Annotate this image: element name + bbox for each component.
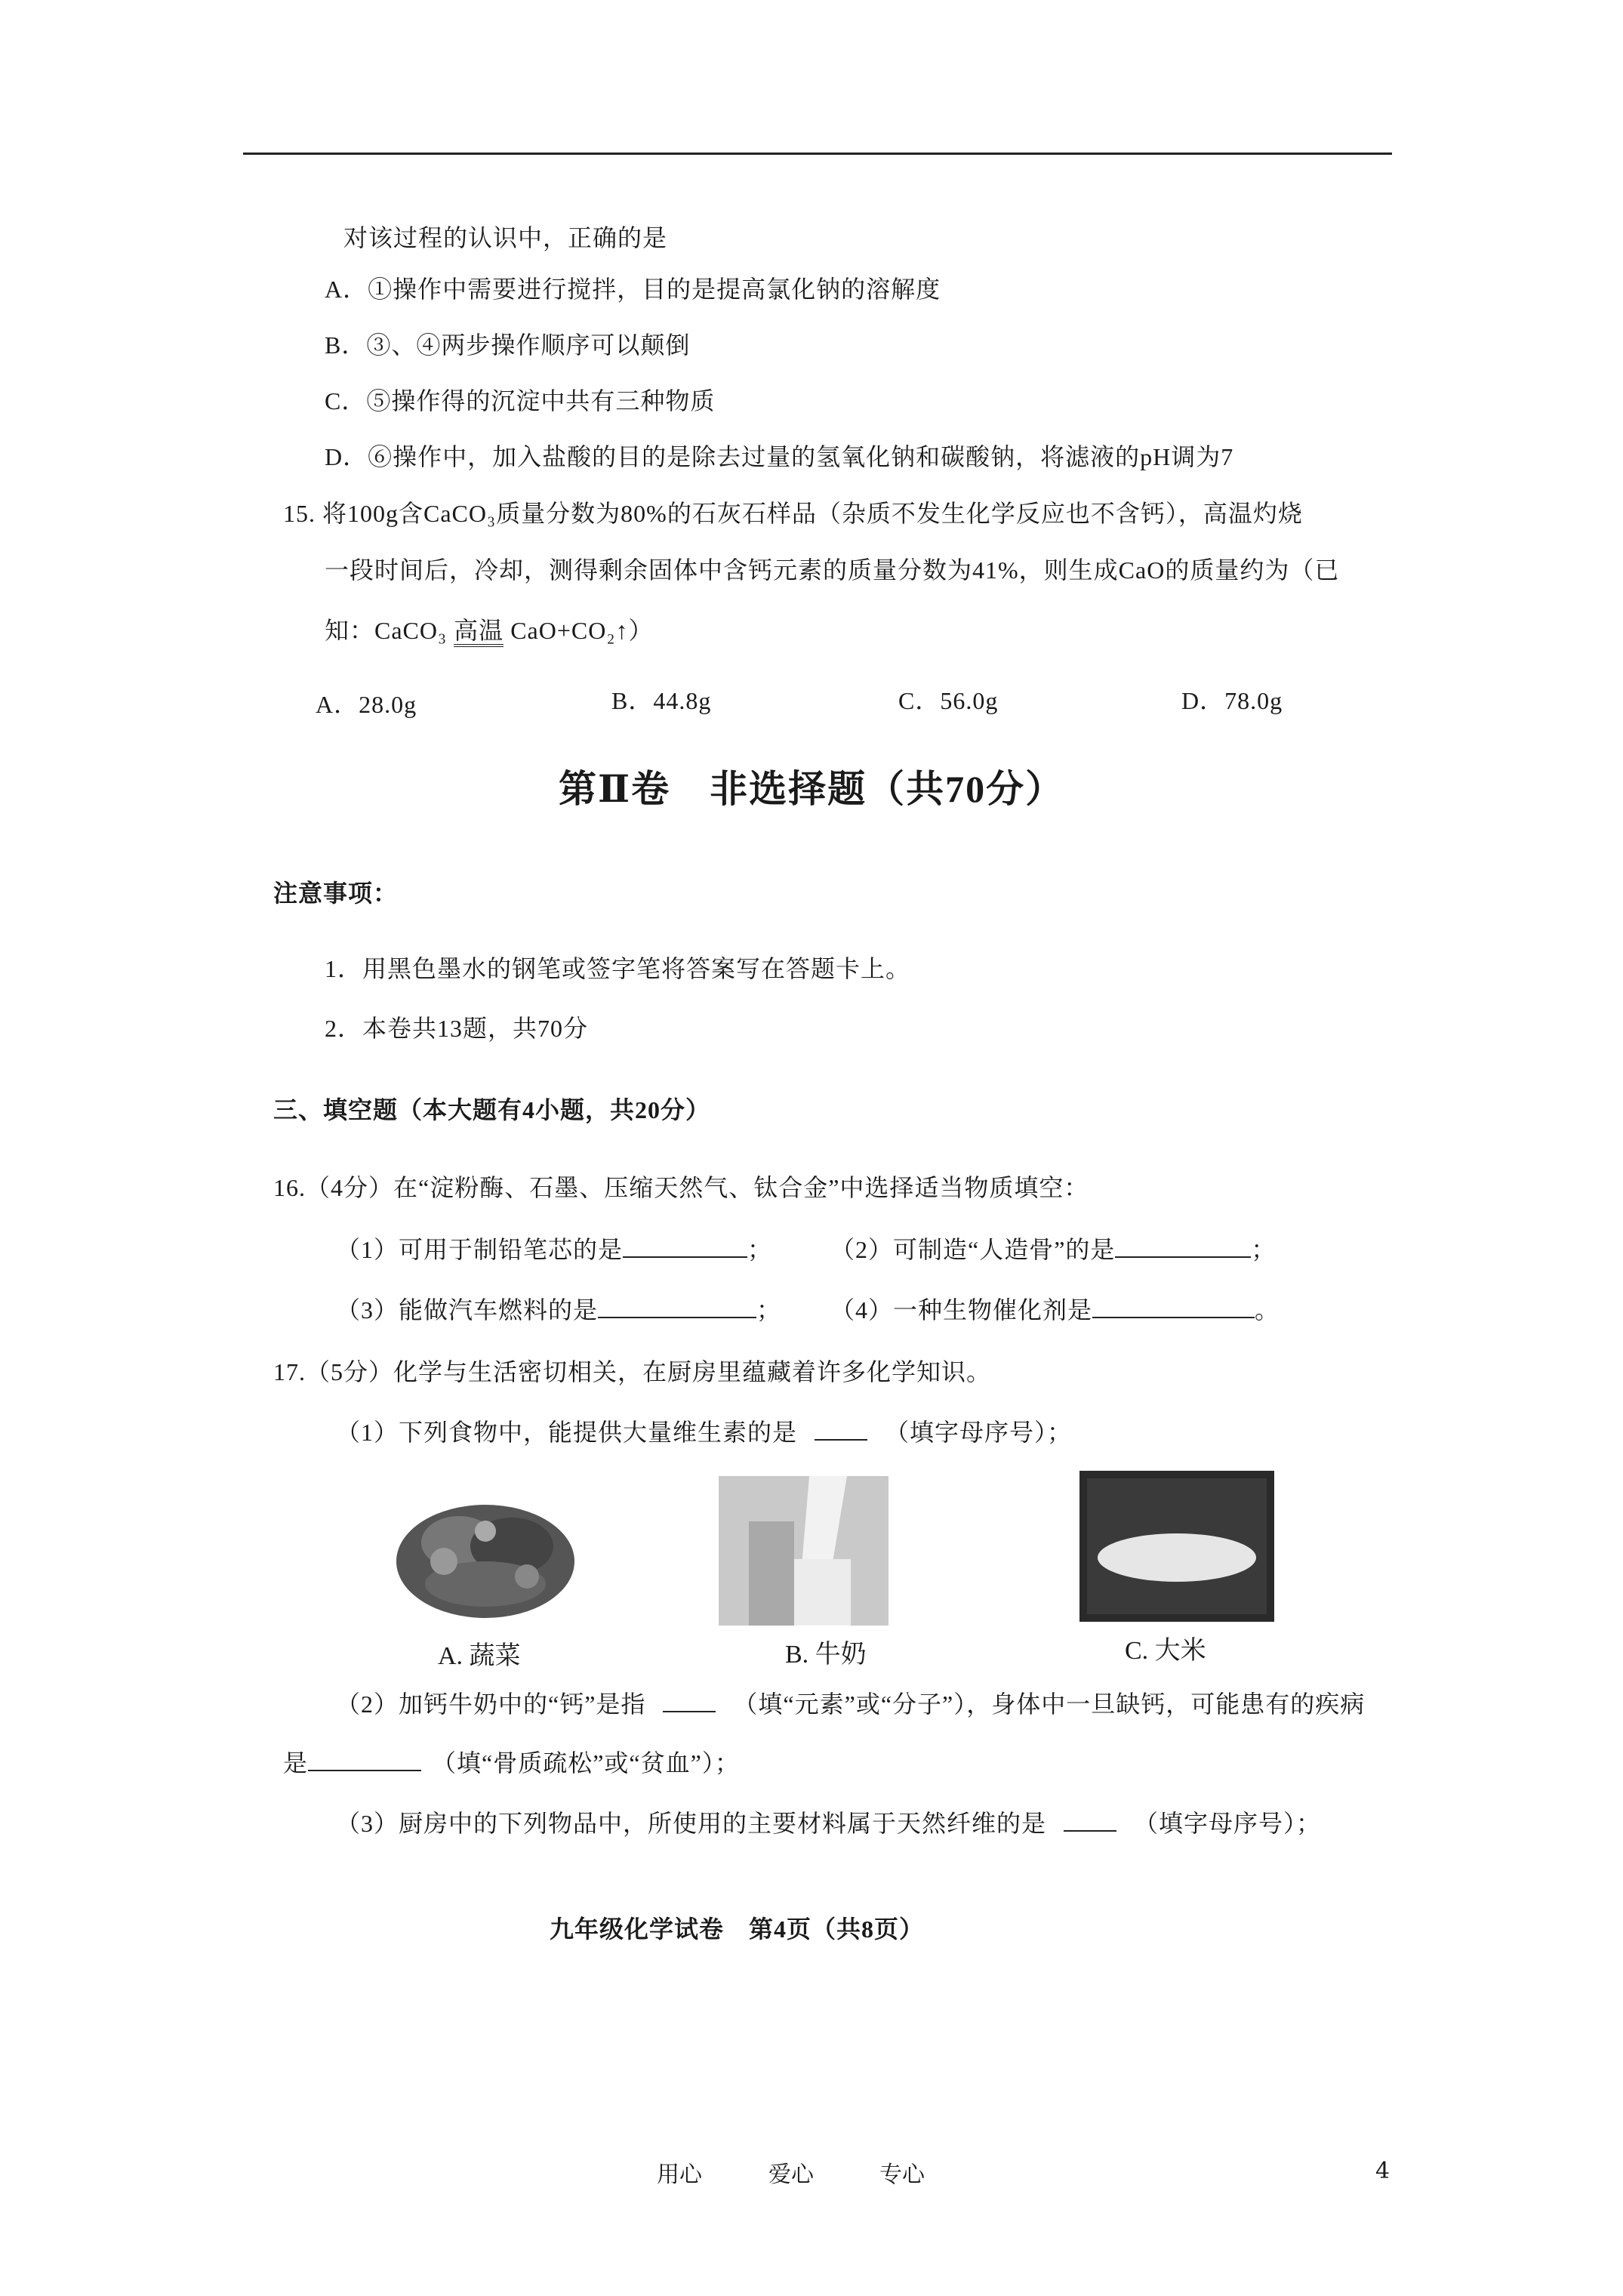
- q14-option-c: C．⑤操作得的沉淀中共有三种物质: [325, 387, 716, 415]
- q16-sub3-label: （3）能做汽车燃料的是: [336, 1296, 599, 1324]
- q15-line2: 一段时间后，冷却，测得剩余固体中含钙元素的质量分数为41%，则生成CaO的质量约为（已: [325, 556, 1340, 584]
- q17-blank-3[interactable]: [308, 1750, 421, 1771]
- q16-sub1: [336, 1231, 772, 1265]
- q16-sub3-end: ；: [756, 1296, 782, 1324]
- q17-sub3: [336, 1804, 1321, 1839]
- q16-sub1-end: ；: [747, 1236, 773, 1263]
- notice-item-1: 1．用黑色墨水的钢笔或签字笔将答案写在答题卡上。: [325, 955, 911, 982]
- caption-a: A. 蔬菜: [438, 1642, 521, 1670]
- q15-option-a: A．28.0g: [316, 691, 417, 718]
- vegetable-photo: [391, 1478, 580, 1629]
- q15-condition: 高温: [454, 617, 504, 647]
- q16-sub4: [830, 1291, 1280, 1326]
- q17-blank-1[interactable]: [815, 1419, 867, 1441]
- notice-heading: 注意事项：: [273, 880, 399, 907]
- q16-sub4-end: 。: [1255, 1296, 1280, 1324]
- section-title: 第Ⅱ卷 非选择题（共70分）: [559, 768, 1065, 810]
- notice-item-2: 2．本卷共13题，共70分: [325, 1015, 589, 1042]
- header-rule: [243, 153, 1392, 155]
- rice-photo: [1079, 1471, 1274, 1622]
- q14-option-a: A．①操作中需要进行搅拌，目的是提高氯化钠的溶解度: [325, 276, 941, 303]
- q14-option-d: D．⑥操作中，加入盐酸的目的是除去过量的氢氧化钠和碳酸钠，将滤液的pH调为7: [325, 443, 1234, 470]
- footer-motto-3: 专心: [879, 2162, 925, 2188]
- caption-b: B. 牛奶: [785, 1641, 867, 1669]
- milk-photo: [719, 1476, 888, 1626]
- q17-sub2: [336, 1685, 1365, 1720]
- q17-sub2-label: （2）加钙牛奶中的“钙”是指: [336, 1690, 646, 1718]
- q16-blank-1[interactable]: [623, 1237, 747, 1258]
- q16-sub2-label: （2）可制造“人造骨”的是: [830, 1236, 1116, 1263]
- q14-option-b: B．③、④两步操作顺序可以颠倒: [325, 331, 691, 359]
- q16-stem: 16.（4分）在“淀粉酶、石墨、压缩天然气、钛合金”中选择适当物质填空：: [273, 1174, 1089, 1201]
- q17-blank-4[interactable]: [1064, 1811, 1116, 1832]
- q17-sub2-line2-hint: （填“骨质疏松”或“贫血”）；: [432, 1749, 740, 1777]
- q15-reactant: 知：CaCO₃: [325, 617, 448, 644]
- q15-line3: [325, 612, 654, 646]
- q16-blank-3[interactable]: [598, 1297, 756, 1318]
- q15-option-d: D．78.0g: [1181, 687, 1283, 714]
- q15-option-c: C．56.0g: [898, 687, 999, 714]
- q16-sub2: [830, 1231, 1276, 1265]
- q15-line1: 15. 将100g含CaCO₃质量分数为80%的石灰石样品（杂质不发生化学反应也不含钙），高温灼烧: [283, 500, 1303, 527]
- part3-heading: 三、填空题（本大题有4小题，共20分）: [273, 1096, 711, 1123]
- q17-sub2-line2-label: 是: [283, 1749, 309, 1777]
- footer-motto-1: 用心: [657, 2162, 702, 2188]
- q16-sub3: [336, 1291, 781, 1326]
- q16-sub1-label: （1）可用于制铅笔芯的是: [336, 1236, 624, 1263]
- q17-stem: 17.（5分）化学与生活密切相关，在厨房里蕴藏着许多化学知识。: [273, 1358, 992, 1385]
- q17-sub3-hint: （填字母序号）；: [1134, 1810, 1322, 1837]
- page-number: 4: [1375, 2158, 1390, 2184]
- exam-page-footer: 九年级化学试卷 第4页（共8页）: [550, 1915, 925, 1943]
- caption-c: C. 大米: [1125, 1637, 1206, 1665]
- q16-blank-4[interactable]: [1092, 1297, 1255, 1318]
- q17-sub1-label: （1）下列食物中，能提供大量维生素的是: [336, 1419, 798, 1446]
- q16-blank-2[interactable]: [1115, 1237, 1251, 1258]
- q17-blank-2[interactable]: [663, 1691, 716, 1712]
- q16-sub4-label: （4）一种生物催化剂是: [830, 1296, 1093, 1324]
- q17-sub2-hint: （填“元素”或“分子”），身体中一旦缺钙，可能患有的疾病: [733, 1690, 1366, 1718]
- footer-motto-2: 爱心: [768, 2162, 814, 2188]
- q16-sub2-end: ；: [1251, 1236, 1277, 1263]
- q17-sub3-label: （3）厨房中的下列物品中，所使用的主要材料属于天然纤维的是: [336, 1810, 1047, 1837]
- q14-stem: 对该过程的认识中，正确的是: [343, 224, 668, 251]
- q15-option-b: B．44.8g: [611, 687, 712, 714]
- q17-sub1-hint: （填字母序号）；: [885, 1419, 1073, 1446]
- q17-sub2-line2: [283, 1744, 740, 1779]
- q15-products: CaO+CO₂↑）: [510, 617, 654, 644]
- q17-sub1: [336, 1413, 1072, 1448]
